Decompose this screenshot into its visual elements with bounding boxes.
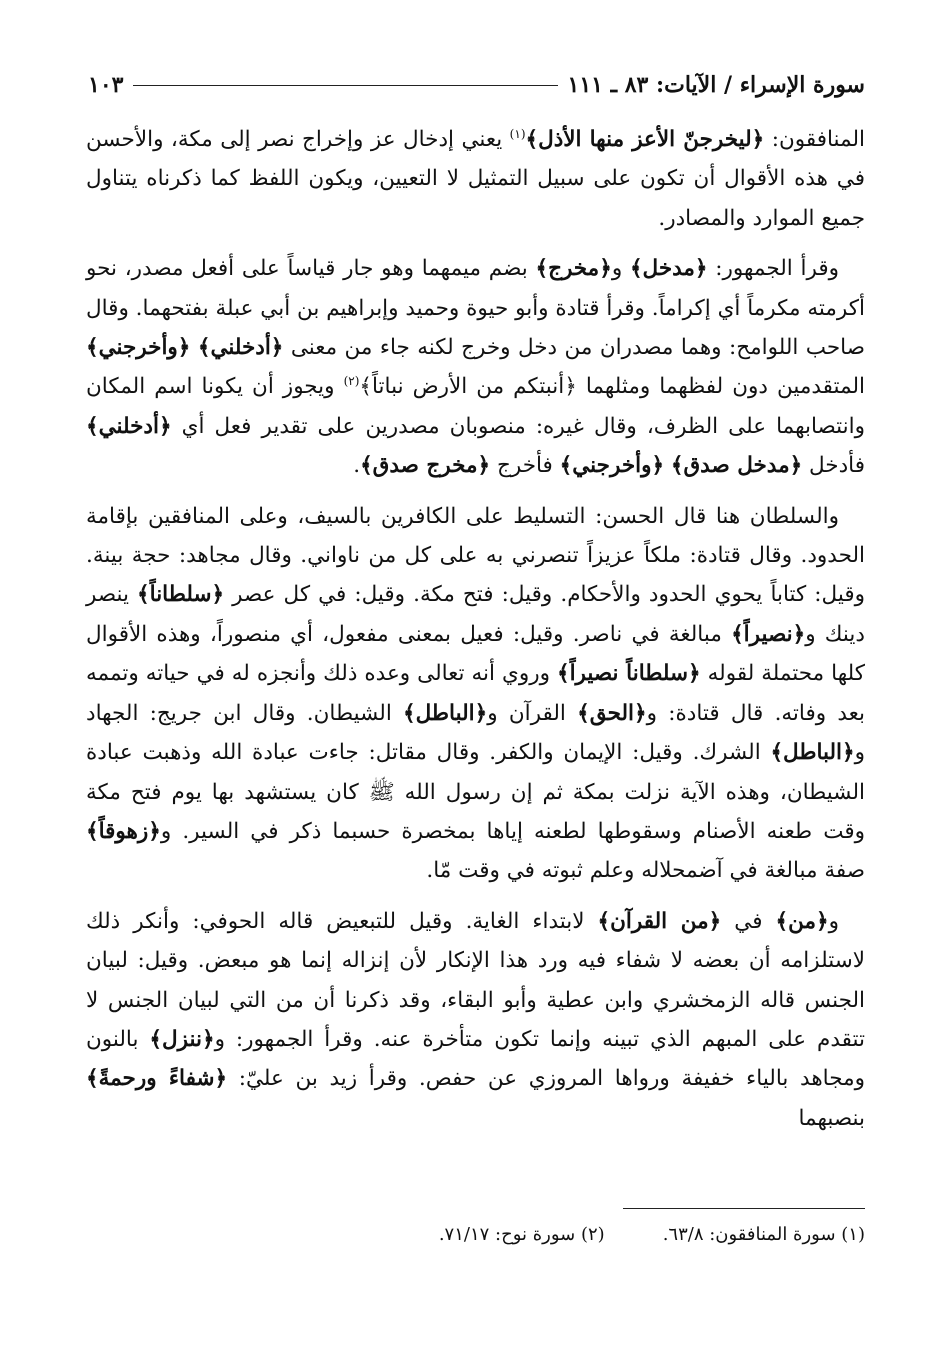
text-run: القرآن و	[487, 700, 578, 726]
text-run: الشرك. وقيل: الإيمان والكفر. وقال مقاتل: جاءت عبادة الله وذهبت عبادة الشيطان، وهذه الآية نزلت بمكة ثم إن رسول الله ﷺ كان يستشهد بها يوم فتح مكة وقت طعنه الأصنام وسقوطها لطعنه إياها بمخصرة حسبما ذكر في السير. و	[86, 740, 865, 844]
paragraph	[86, 120, 865, 238]
footnote-2: (٢) سورة نوح: ٧١/١٧.	[438, 1224, 605, 1245]
text-run: فأخرج	[490, 453, 560, 479]
quran-quote: ﴿وأخرجني﴾	[559, 453, 665, 479]
text-run: لابتداء الغاية. وقيل للتبعيض قاله الحوفي: وأنكر ذلك لاستلزامه أن بعضه لا شفاء فيه ورد هذا الإنكار لأن إنزاله إنما هو مبعض. وقيل: لبيان الجنس قاله الزمخشري وابن عطية وأبو البقاء، وقد ذكرنا أن من التي لبيان الجنس لا تتقدم على المبهم الذي تبينه وإنما تكون متأخرة عنه. وقرأ الجمهور: و	[86, 908, 865, 1052]
text-run: فأدخل	[802, 453, 865, 479]
text-run: .	[353, 453, 361, 479]
quran-quote: ﴿مدخل﴾	[629, 256, 708, 282]
text-run: بالنون ومجاهد بالياء خفيفة ورواها المروزي عن حفص. وقرأ زيد بن عليّ:	[86, 1026, 865, 1092]
header-rule	[133, 85, 557, 86]
text-run: وروي أنه تعالى وعده ذلك وأنجزه له في حياته وتممه بعد وفاته. قال قتادة: و	[86, 661, 866, 726]
text-run: يعني إدخال عز وإخراج نصر إلى مكة، والأحسن في هذه الأقوال أن تكون على سبيل التمثيل لا التعيين، ويكون اللفظ كما ذكرناه يتناول جميع الموارد والمصادر.	[86, 127, 865, 231]
text-run: صفة مبالغة في آضمحلاله وعلم ثبوته في وقت مّا.	[426, 858, 865, 884]
quran-quote: ﴿مخرج صدق﴾	[360, 453, 491, 479]
text-run: بضم ميمهما وهو جار قياساً على أفعل مصدر، نحو أكرمته مكرماً أي إكراماً. وقرأ قتادة وأبو حيوة وحميد وإبراهيم بن أبي عبلة بفتحهما. وقال صاحب اللوامح: وهما مصدران من دخل وخرج لكنه جاء من معنى	[86, 256, 865, 361]
text-run: المنافقون:	[764, 127, 866, 152]
quran-quote: ﴿سلطاناً﴾	[137, 582, 225, 608]
footnote-separator	[623, 1208, 865, 1209]
text-run: ينصر دينك و	[86, 582, 865, 647]
text-run: مبالغة في ناصر. وقيل: فعيل بمعنى مفعول، أي منصوراً، وهذه الأقوال كلها محتملة لقوله	[86, 621, 865, 687]
quran-quote: ﴿الباطل﴾	[770, 740, 855, 766]
text-run	[190, 335, 197, 360]
running-header	[88, 68, 865, 102]
quran-quote: ﴿زهوقاً﴾	[86, 818, 161, 844]
page-number: ١٠٣	[88, 72, 124, 98]
paragraph	[86, 497, 865, 891]
surah-title: سورة الإسراء / الآيات: ٨٣ ـ ١١١	[567, 72, 865, 98]
quran-quote: ﴿من﴾	[775, 908, 829, 934]
quran-quote: ﴿وأخرجني﴾	[86, 335, 191, 361]
text-run: في	[721, 908, 776, 934]
text-run: المتقدمين دون لفظهما ومثلهما	[576, 374, 865, 400]
quran-quote: ﴿مدخل صدق﴾	[670, 453, 803, 479]
quran-quote: ﴿نصيراً﴾	[731, 621, 806, 647]
paragraph	[86, 249, 865, 485]
quran-quote: ﴿ليخرجنّ الأعز منها الأذل﴾	[525, 127, 765, 152]
quran-quote: ﴿أدخلني﴾	[86, 413, 172, 439]
body-text	[86, 120, 865, 1149]
footnote-ref: (١)	[509, 126, 526, 141]
quran-quote: ﴿من القرآن﴾	[597, 908, 722, 934]
text-run: بنصبهما	[798, 1105, 865, 1131]
footnote-ref: (٢)	[343, 374, 360, 389]
text-run: ويجوز أن يكونا اسم المكان وانتصابهما على الظرف، وقال غيره: منصوبان مصدرين على تقدير فعل أي	[86, 374, 865, 439]
paragraph	[86, 902, 865, 1138]
quran-quote: ﴿سلطاناً نصيراً﴾	[556, 661, 701, 687]
text-run: وقرأ الجمهور:	[707, 256, 840, 282]
quran-quote: ﴿مخرج﴾	[535, 256, 612, 282]
text-run: الشيطان. وقال ابن جريج: الجهاد و	[86, 700, 865, 766]
text-run: ﴿أنبتكم من الأرض نباتاً﴾	[359, 374, 577, 400]
footnote-1: (١) سورة المنافقون: ٦٣/٨.	[662, 1224, 865, 1245]
text-run: والسلطان هنا قال الحسن: التسليط على الكافرين بالسيف، وعلى المنافقين بإقامة الحدود. وقال قتادة: ملكاً عزيزاً تنصرني به على كل من ناواني. وقال مجاهد: حجة بينة. وقيل: كتاباً يحوي الحدود والأحكام. وقيل: فتح مكة. وقيل: في كل عصر	[86, 503, 865, 608]
quran-quote: ﴿الباطل﴾	[403, 700, 488, 726]
quran-quote: ﴿ننزل﴾	[149, 1026, 215, 1052]
text-run: و	[611, 256, 630, 282]
text-run	[664, 453, 671, 478]
text-run: و	[828, 908, 839, 934]
quran-quote: ﴿الحق﴾	[577, 700, 647, 726]
quran-quote: ﴿شفاءً ورحمةً﴾	[86, 1066, 228, 1092]
footnotes	[88, 1220, 865, 1250]
quran-quote: ﴿أدخلني﴾	[197, 335, 284, 361]
